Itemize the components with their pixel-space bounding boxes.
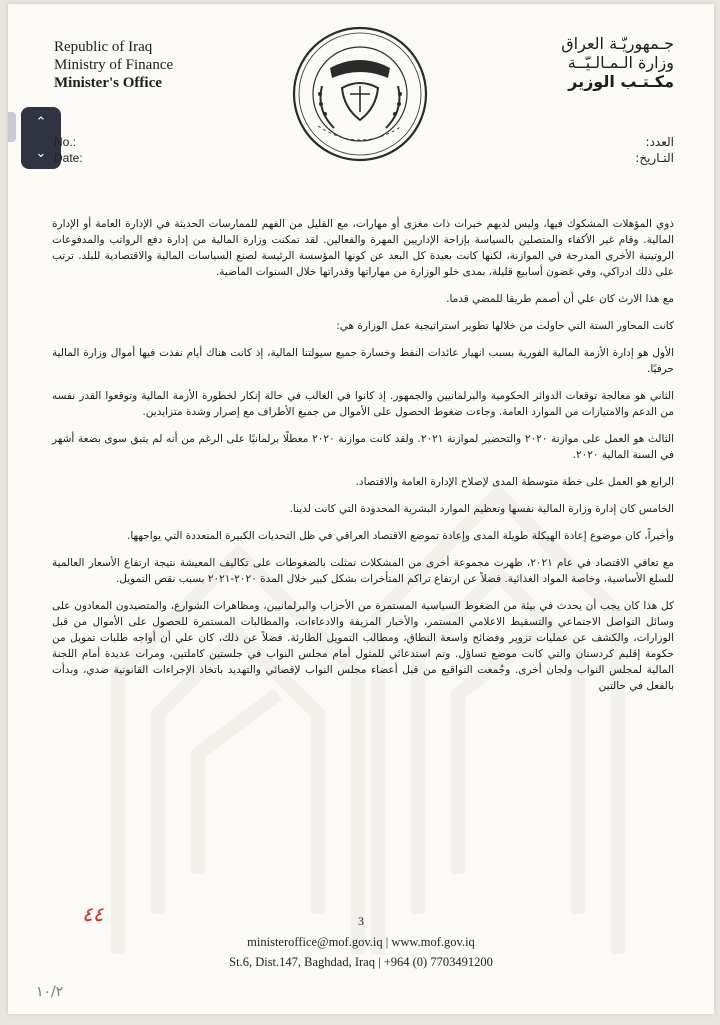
- paragraph: الرابع هو العمل على خطة متوسطة المدى لإصلاح الإدارة العامة والاقتصاد.: [355, 476, 674, 488]
- ministry-seal-icon: [290, 24, 430, 164]
- header-arabic: [561, 34, 674, 91]
- date-label-ar: التـاريخ:: [635, 151, 674, 165]
- paragraph: مع هذا الارث كان علي أن أصمم طريقا للمضي قدما.: [446, 293, 674, 305]
- paragraph: وأخيراً، كان موضوع إعادة الهيكلة طويلة المدى وإعادة تموضع الاقتصاد العراقي في ظل التحديات الكبيرة المتعددة التي يواجهها.: [127, 530, 674, 542]
- paragraph: الثالث هو العمل على موازنة ٢٠٢٠ والتحضير لموازنة ٢٠٢١. ولقد كانت موازنة ٢٠٢٠ معطلًا برلمانيًا على الرغم من أنه لم يتبق سوى بضعة أشهر في السنة المالية ٢٠٢٠.: [52, 433, 674, 461]
- header-english: [54, 38, 173, 92]
- paragraph: كانت المحاور الستة التي حاولت من خلالها تطوير استراتيجية عمل الوزارة هي:: [336, 320, 674, 332]
- number-label: No.:: [54, 135, 77, 149]
- number-label-ar: العدد:: [645, 135, 674, 149]
- footer-address: St.6, Dist.147, Baghdad, Iraq | +964 (0) 7703491200: [229, 955, 493, 969]
- paragraph: كل هذا كان يجب أن يحدث في بيئة من الضغوط السياسية المستمرة من الأحزاب والبرلمانيين، ومظاهرات الشوارع، والمتصيدون المعادون على وسائل التواصل الاجتماعي والتسقيط الاعلامي المستمر، والأخبار المزيفة والادعاءات، والمطالبات المستمرة للحصول على الأموال من قبل الوزارات، والكشف عن عمليات تزوير وفضائح واسعة النطاق، ومطالب التمويل الطارئة. فضلاً عن ذلك، كان علي أن أواجه طلبات تمويل من حكومة إقليم كردستان والتي كانت موضع تساؤل. وتم استدعائي للمثول أمام مجلس النواب في جلستين كاملتين، ومرات عديدة أمام اللجنة المالية لمجلس النواب ولجان أخرى. وجُمعت التواقيع من قبل أعضاء مجلس النواب لإقصائي والتهديد باتخاذ الإجراءات القانونية ضدي، وبدأت بالفعل في حالتين: [52, 600, 674, 692]
- footer-contact: [8, 932, 714, 972]
- country-name: Republic of Iraq: [54, 39, 153, 55]
- corner-annotation: ١٠/٢: [36, 984, 64, 1000]
- reference-fields: [54, 134, 83, 166]
- handwritten-page-mark: ٤٤: [82, 902, 104, 926]
- paragraph: ذوي المؤهلات المشكوك فيها، وليس لديهم خبرات ذات مغزى أو مهارات، مع القليل من الفهم للممارسات الحديثة في الإدارة العامة أو الإدارة المالية. وقام غير الأكفاء والمتصلين بالسياسة بإزاحة الإداريين المهرة والفعالين. لقد تمكنت وزارة المالية من إدارة دفع الرواتب والمدفوعات الروتينية الأخرى المدرجة في الموازنة، لكنها كانت بعيدة كل البعد عن كونها المؤسسة الرئيسة لصنع السياسات المالية والاقتصادية للبلد. ترتب على ذلك ادراكي، وفي غضون أسابيع قليلة، بمدى خلو الوزارة من مهاراتها وقدراتها خلال السنوات الماضية.: [52, 218, 674, 278]
- date-label: Date:: [54, 151, 83, 165]
- paragraph: الأول هو إدارة الأزمة المالية الفورية بسبب انهيار عائدات النفط وخسارة جميع سيولتنا المالية، إذ كانت هناك أيام نفذت فيها أموال وزارة المالية حرفيًا.: [52, 347, 674, 375]
- document-page: [8, 4, 714, 1014]
- office-name-ar: مكـتـب الوزير: [568, 72, 674, 91]
- footer-email-web: ministeroffice@mof.gov.iq | www.mof.gov.iq: [247, 935, 475, 949]
- chevron-up-icon[interactable]: ⌃: [35, 115, 47, 130]
- office-name: Minister's Office: [54, 75, 162, 91]
- letter-body: [52, 216, 674, 705]
- ministry-name-ar: وزارة الـمـالـيّــة: [567, 53, 674, 72]
- paragraph: الخامس كان إدارة وزارة المالية نفسها وتعظيم الموارد البشرية المحدودة التي كانت لدينا.: [289, 503, 674, 515]
- paragraph: مع تعافي الاقتصاد في عام ٢٠٢١، ظهرت مجموعة أخرى من المشكلات تمثلت بالضغوطات على تكاليف المعيشة نتيجة ارتفاع الأسعار العالمية للسلع الأساسية، وخاصة المواد الغذائية. فضلاً عن ارتفاع تراكم المتأخرات بشكل كبير خلال المدة ٢٠٢٠-٢٠٢١ بسبب نقص التمويل.: [52, 557, 674, 585]
- reference-fields-ar: [635, 134, 674, 166]
- page-number: 3: [358, 914, 364, 928]
- chevron-down-icon[interactable]: ⌄: [35, 146, 47, 161]
- country-name-ar: جـمهوريّـة العراق: [561, 34, 674, 53]
- side-tab[interactable]: [8, 112, 16, 142]
- paragraph: الثاني هو معالجة توقعات الدوائر الحكومية والبرلمانيين والجمهور. إذ كانوا في الغالب في حالة إنكار لخطورة الأزمة المالية وتوقعوا القدر نفسه من الدعم والامتيازات من الموارد العامة. وجاءت ضغوط الحصول على الأموال من جميع الأطراف مع إصرار وشدة متزايدين.: [52, 390, 674, 418]
- ministry-name: Ministry of Finance: [54, 57, 174, 73]
